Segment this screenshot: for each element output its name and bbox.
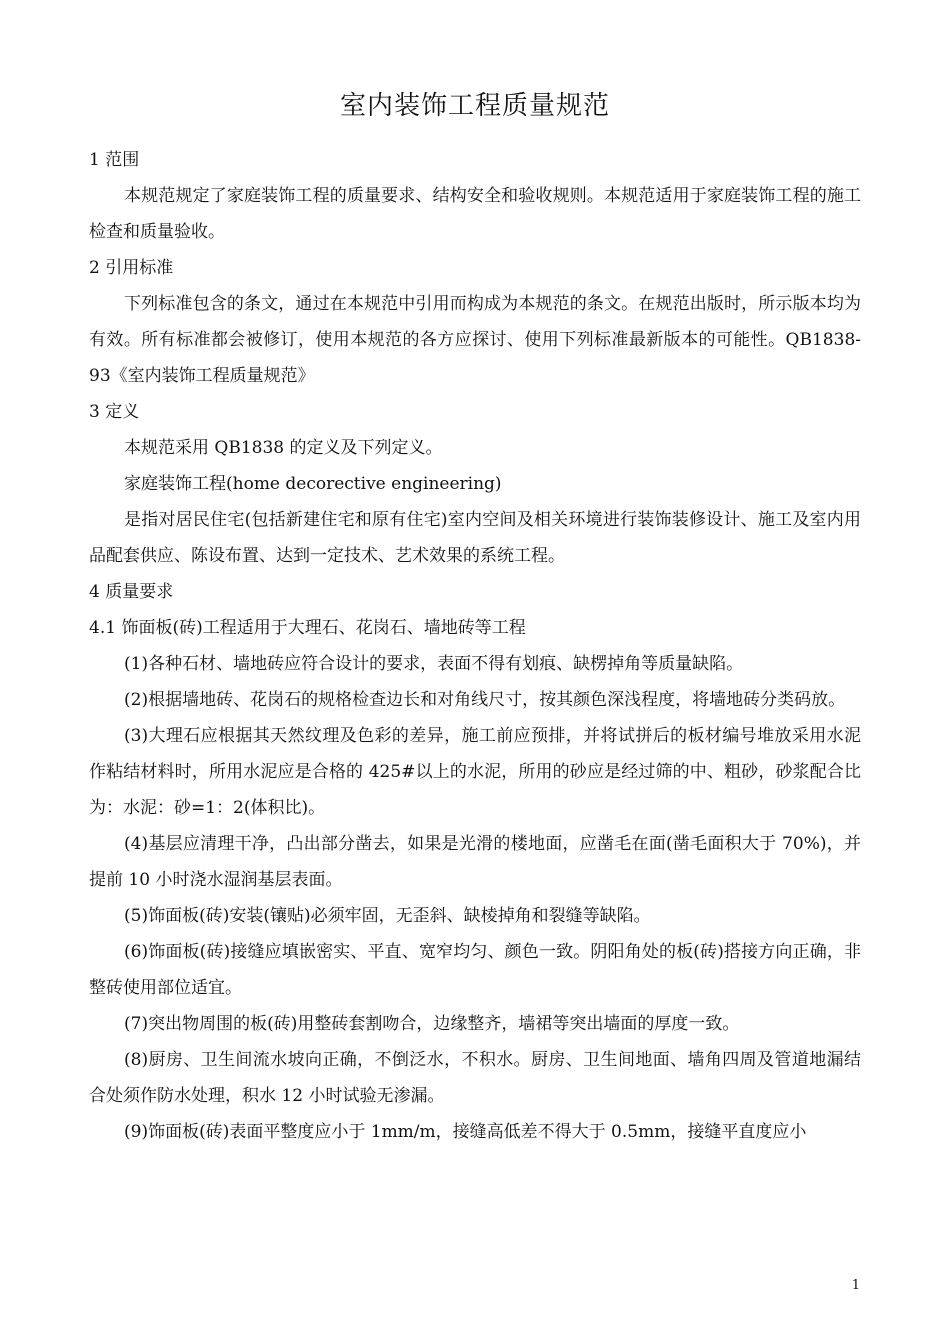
list-item-8: (8)厨房、卫生间流水坡向正确，不倒泛水，不积水。厨房、卫生间地面、墙角四周及管道地漏结合处须作防水处理，积水 12 小时试验无渗漏。 bbox=[89, 1050, 861, 1106]
list-item-9: (9)饰面板(砖)表面平整度应小于 1mm/m，接缝高低差不得大于 0.5mm，接缝平直度应小 bbox=[124, 1122, 807, 1142]
paragraph-definition-text: 是指对居民住宅(包括新建住宅和原有住宅)室内空间及相关环境进行装饰装修设计、施工及室内用品配套供应、陈设布置、达到一定技术、艺术效果的系统工程。 bbox=[89, 510, 861, 566]
list-item-4: (4)基层应清理干净，凸出部分凿去，如果是光滑的楼地面，应凿毛在面(凿毛面积大于 70%)，并提前 10 小时浇水湿润基层表面。 bbox=[89, 834, 861, 890]
document-body bbox=[89, 142, 861, 1150]
paragraph-definition-term: 家庭装饰工程(home decorective engineering) bbox=[124, 474, 502, 494]
page-number: 1 bbox=[851, 1278, 860, 1293]
paragraph-scope: 本规范规定了家庭装饰工程的质量要求、结构安全和验收规则。本规范适用于家庭装饰工程的施工检查和质量验收。 bbox=[89, 186, 861, 242]
section-heading-quality: 4 质量要求 bbox=[89, 582, 174, 602]
subsection-heading-4-1: 4.1 饰面板(砖)工程适用于大理石、花岗石、墙地砖等工程 bbox=[89, 618, 526, 638]
paragraph-references: 下列标准包含的条文，通过在本规范中引用而构成为本规范的条文。在规范出版时，所示版本均为有效。所有标准都会被修订，使用本规范的各方应探讨、使用下列标准最新版本的可能性。QB1838-93《室内装饰工程质量规范》 bbox=[89, 294, 861, 386]
list-item-3: (3)大理石应根据其天然纹理及色彩的差异，施工前应预排，并将试拼后的板材编号堆放采用水泥作粘结材料时，所用水泥应是合格的 425#以上的水泥，所用的砂应是经过筛的中、粗砂，砂浆配合比为：水泥：砂=1：2(体积比)。 bbox=[89, 726, 861, 818]
paragraph-definitions-intro: 本规范采用 QB1838 的定义及下列定义。 bbox=[124, 438, 443, 458]
section-heading-references: 2 引用标准 bbox=[89, 258, 174, 278]
section-heading-scope: 1 范围 bbox=[89, 150, 140, 170]
list-item-5: (5)饰面板(砖)安装(镶贴)必须牢固，无歪斜、缺棱掉角和裂缝等缺陷。 bbox=[124, 906, 651, 926]
list-item-1: (1)各种石材、墙地砖应符合设计的要求，表面不得有划痕、缺楞掉角等质量缺陷。 bbox=[124, 654, 744, 674]
document-title: 室内装饰工程质量规范 bbox=[339, 91, 610, 121]
list-item-7: (7)突出物周围的板(砖)用整砖套割吻合，边缘整齐，墙裙等突出墙面的厚度一致。 bbox=[124, 1014, 740, 1034]
section-heading-definitions: 3 定义 bbox=[89, 402, 140, 422]
list-item-2: (2)根据墙地砖、花岗石的规格检查边长和对角线尺寸，按其颜色深浅程度，将墙地砖分类码放。 bbox=[124, 690, 846, 710]
list-item-6: (6)饰面板(砖)接缝应填嵌密实、平直、宽窄均匀、颜色一致。阴阳角处的板(砖)搭接方向正确，非整砖使用部位适宜。 bbox=[89, 942, 861, 998]
